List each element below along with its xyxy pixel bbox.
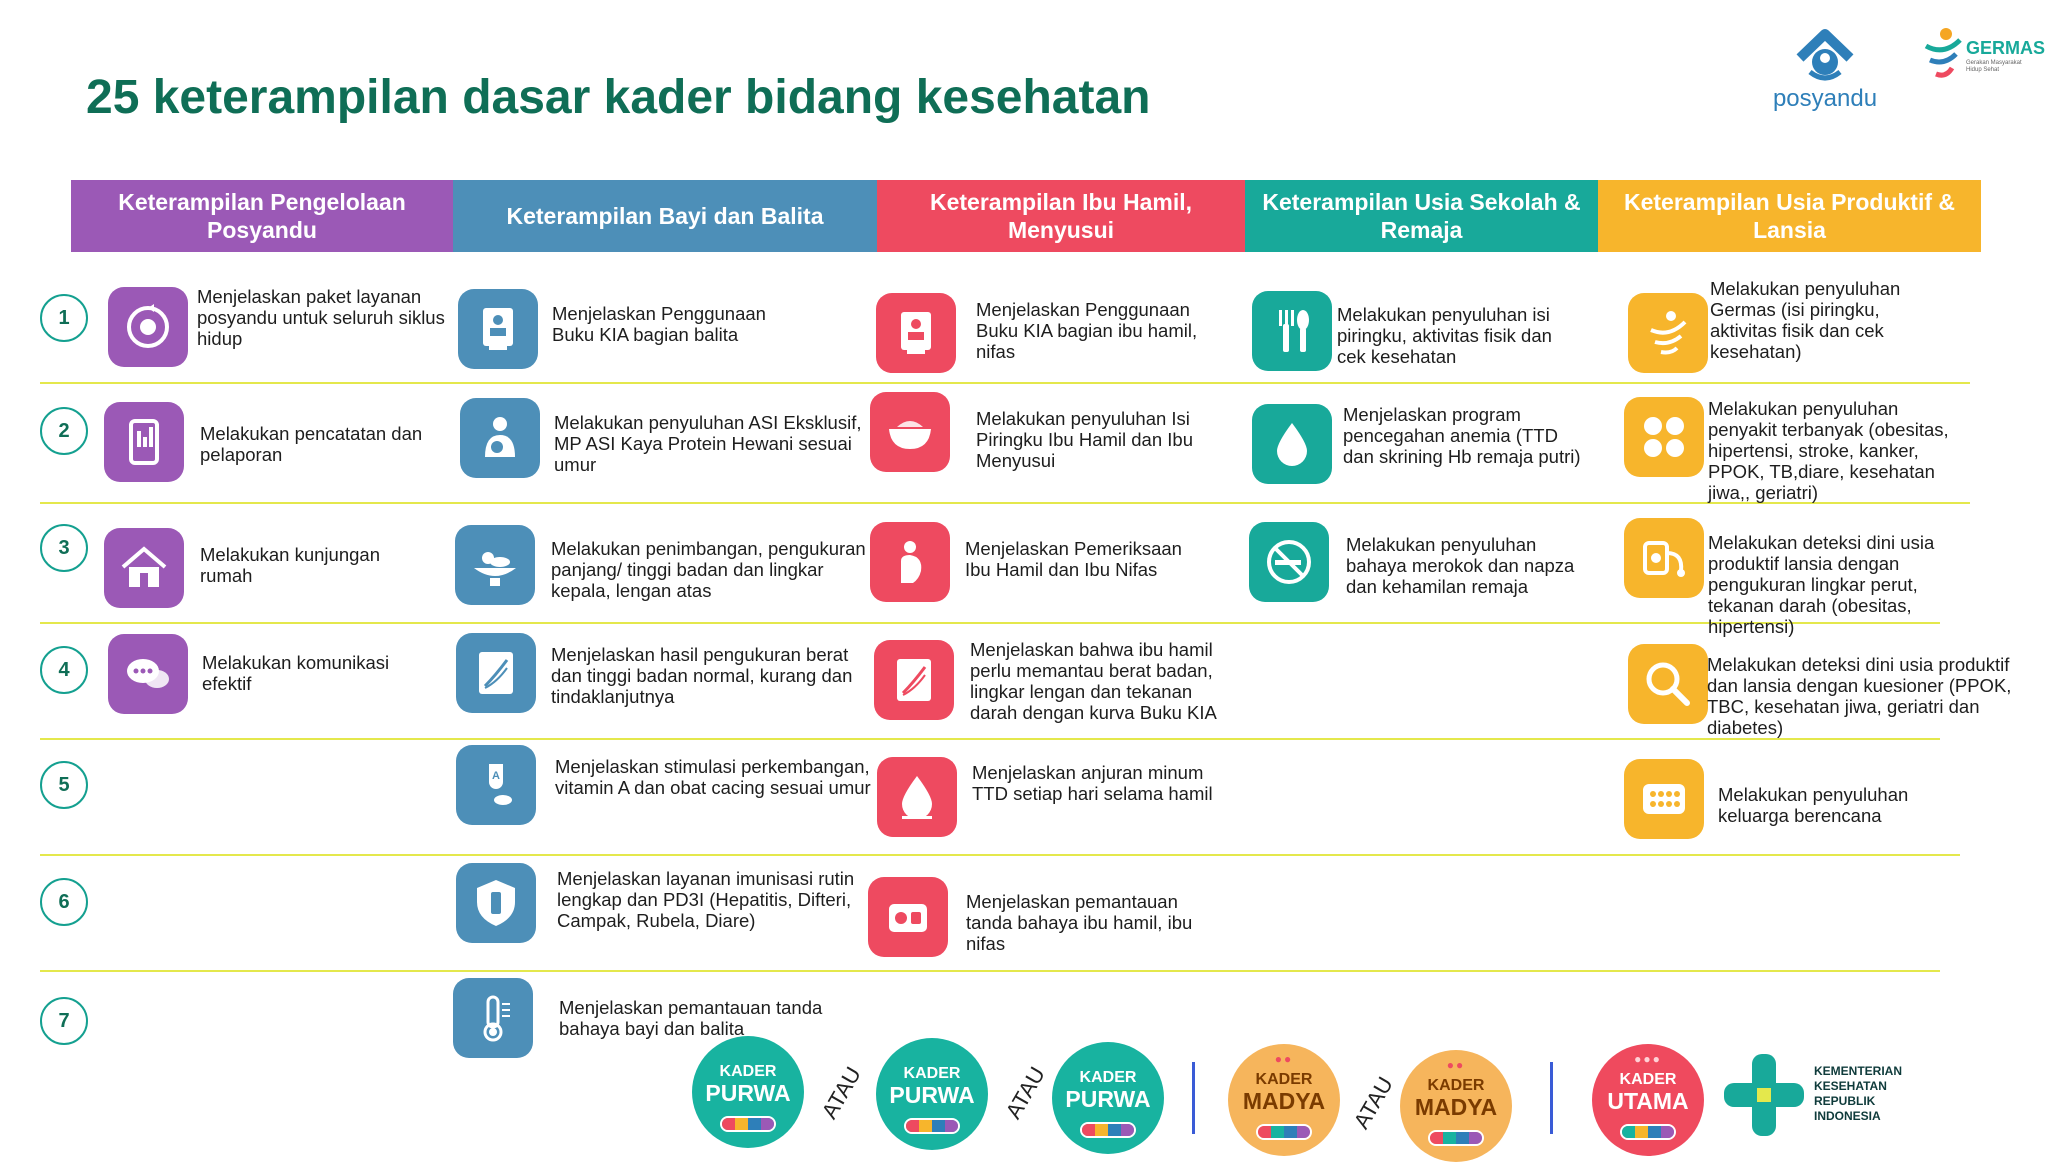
growth-chart-icon [874,640,954,720]
skill-text: Melakukan penyuluhan bahaya merokok dan napza dan kehamilan remaja [1346,534,1575,597]
skill-text: Melakukan penyuluhan keluarga berencana [1718,784,1909,826]
badge-pill-icon [1620,1124,1676,1140]
warning-sign-icon [868,877,948,957]
row-number: 6 [40,878,88,926]
row-number: 5 [40,761,88,809]
badge-level-label: PURWA [889,1082,975,1108]
header-posyandu: Keterampilan Pengelolaan Posyandu [71,180,453,252]
skill-text: Melakukan penyuluhan isi piringku, aktivitas fisik dan cek kesehatan [1337,304,1552,367]
row-divider [40,502,1970,504]
phone-report-icon [104,402,184,482]
row-number: 1 [40,294,88,342]
no-smoking-icon [1249,522,1329,602]
skill-text: Melakukan penyuluhan Germas (isi piringku, aktivitas fisik dan cek kesehatan) [1710,278,1901,362]
skill-text: Menjelaskan paket layanan posyandu untuk seluruh siklus hidup [197,286,445,349]
skill-text: Menjelaskan anjuran minum TTD setiap hari selama hamil [972,762,1213,804]
germas-figure-logo-icon [1920,26,1964,86]
skill-text: Menjelaskan bahwa ibu hamil perlu memantau berat badan, lingkar lengan dan tekanan darah dengan kurva Buku KIA [970,639,1217,723]
vitamin-icon [456,745,536,825]
cutlery-icon [1252,291,1332,371]
kemenkes-emblem-icon [1724,1050,1804,1140]
badge-stars: ●● [1446,1058,1466,1072]
svg-text:A: A [492,770,500,782]
skill-text: Menjelaskan pemantauan tanda bahaya bayi dan balita [559,997,823,1039]
badge-pill-icon [720,1116,776,1132]
kemenkes-line: KESEHATAN [1814,1079,1887,1093]
kader-badge-madya [1228,1044,1340,1156]
skill-text: Melakukan penyuluhan penyakit terbanyak (obesitas, hipertensi, stroke, kanker, PPOK, TB,diare, kesehatan jiwa,, geriatri) [1708,398,1949,503]
home-visit-icon [104,528,184,608]
skill-text: Melakukan kunjungan rumah [200,544,380,586]
skill-text: Menjelaskan stimulasi perkembangan, vitamin A dan obat cacing sesuai umur [555,756,871,798]
kemenkes-logo [1724,1050,1924,1140]
badge-kader-label: KADER [1619,1071,1677,1088]
blood-drop-icon [877,757,957,837]
skill-text: Melakukan deteksi dini usia produktif lansia dengan pengukuran lingkar perut, tekanan darah (obesitas, hipertensi) [1708,532,1935,637]
header-sekolah: Keterampilan Usia Sekolah & Remaja [1245,180,1598,252]
lifecycle-icon [108,287,188,367]
kader-badge-utama [1592,1044,1704,1156]
kia-book-icon [458,289,538,369]
kemenkes-line: REPUBLIK [1814,1094,1876,1108]
row-divider [40,970,1940,972]
faces-icon [1624,397,1704,477]
badge-level-label: PURWA [705,1080,791,1106]
magnifier-icon [1628,644,1708,724]
kemenkes-line: INDONESIA [1814,1109,1881,1123]
header-ibu: Keterampilan Ibu Hamil, Menyusui [877,180,1245,252]
blood-pressure-icon [1624,518,1704,598]
kader-badge-madya [1400,1050,1512,1162]
skill-text: Melakukan penyuluhan ASI Eksklusif, MP ASI Kaya Protein Hewani sesuai umur [554,412,862,475]
row-divider [40,854,1960,856]
skill-text: Menjelaskan Pemeriksaan Ibu Hamil dan Ibu Nifas [965,538,1182,580]
chat-bubble-icon [108,634,188,714]
row-divider [40,738,1940,740]
pills-icon [1624,759,1704,839]
row-number: 4 [40,646,88,694]
badge-kader-label: KADER [903,1065,961,1082]
baby-scale-icon [455,525,535,605]
food-bowl-icon [870,392,950,472]
badge-kader-label: KADER [1427,1077,1485,1094]
row-number: 7 [40,997,88,1045]
header-balita: Keterampilan Bayi dan Balita [453,180,877,252]
badge-pill-icon [904,1118,960,1134]
badge-group-separator [1192,1062,1195,1134]
skill-text: Menjelaskan Penggunaan Buku KIA bagian balita [552,303,766,345]
skill-text: Menjelaskan program pencegahan anemia (TTD dan skrining Hb remaja putri) [1343,404,1581,467]
skill-text: Melakukan penyuluhan Isi Piringku Ibu Hamil dan Ibu Menyusui [976,408,1193,471]
badge-pill-icon [1080,1122,1136,1138]
growth-chart-icon [456,633,536,713]
posyandu-wordmark: posyandu [1772,85,1878,112]
row-divider [40,622,1940,624]
skill-text: Menjelaskan Penggunaan Buku KIA bagian ibu hamil, nifas [976,299,1198,362]
skill-text: Menjelaskan layanan imunisasi rutin lengkap dan PD3I (Hepatitis, Difteri, Campak, Rubela, Diare) [557,868,855,931]
kader-badge-purwa [1052,1042,1164,1154]
germas-figure-icon [1628,293,1708,373]
posyandu-logo [1760,24,1890,110]
breastfeeding-icon [460,398,540,478]
germas-tagline: Gerakan Masyarakat Hidup Sehat [1966,60,2022,73]
skill-text: Menjelaskan pemantauan tanda bahaya ibu hamil, ibu nifas [966,891,1193,954]
germas-logo [1920,26,2046,92]
thermometer-icon [453,978,533,1058]
row-number: 3 [40,524,88,572]
pregnancy-exam-icon [870,522,950,602]
badge-level-label: MADYA [1414,1094,1498,1120]
atau-label: ATAU [1348,1072,1398,1133]
skill-text: Melakukan pencatatan dan pelaporan [200,423,423,465]
skill-text: Melakukan penimbangan, pengukuran panjang/ tinggi badan dan lingkar kepala, lengan atas [551,538,866,601]
kemenkes-line: KEMENTERIAN [1814,1064,1903,1078]
badge-stars: ●● [1274,1052,1294,1066]
atau-label: ATAU [816,1062,866,1123]
badge-kader-label: KADER [1255,1071,1313,1088]
posyandu-emblem-icon [1760,24,1890,84]
blood-drop-icon [1252,404,1332,484]
badge-pill-icon [1256,1124,1312,1140]
badge-kader-label: KADER [719,1063,777,1080]
badge-stars: ●●● [1634,1052,1662,1066]
skill-text: Melakukan deteksi dini usia produktif dan lansia dengan kuesioner (PPOK, TBC, kesehatan jiwa, geriatri dan diabetes) [1707,654,2012,738]
badge-level-label: PURWA [1065,1086,1151,1112]
badge-pill-icon [1428,1130,1484,1146]
kader-badge-purwa [876,1038,988,1150]
badge-group-separator [1550,1062,1553,1134]
kader-badge-purwa [692,1036,804,1148]
kia-book-icon [876,293,956,373]
skill-text: Melakukan komunikasi efektif [202,652,390,694]
badge-kader-label: KADER [1079,1069,1137,1086]
page-title: 25 keterampilan dasar kader bidang kesehatan [86,71,1151,124]
atau-label: ATAU [1000,1062,1050,1123]
germas-wordmark: GERMAS [1966,38,2046,58]
badge-level-label: UTAMA [1607,1088,1689,1114]
skill-text: Menjelaskan hasil pengukuran berat dan tinggi badan normal, kurang dan tindaklanjutnya [551,644,853,707]
vaccine-shield-icon [456,863,536,943]
row-number: 2 [40,407,88,455]
row-divider [40,382,1970,384]
header-lansia: Keterampilan Usia Produktif & Lansia [1598,180,1981,252]
badge-level-label: MADYA [1242,1088,1326,1114]
